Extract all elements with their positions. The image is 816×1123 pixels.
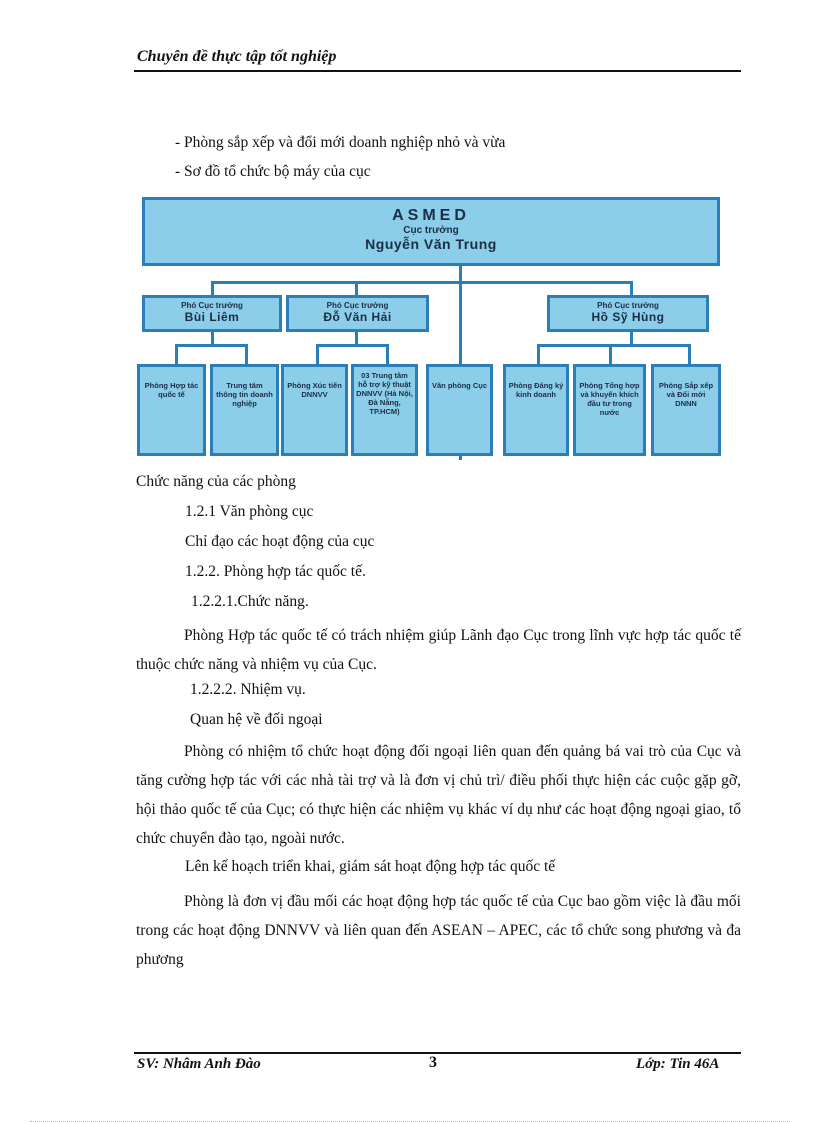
header-rule: [134, 70, 741, 72]
deputy-box-3: [547, 295, 709, 332]
deputy-role: Phó Cục trưởng: [326, 301, 389, 310]
unit-box-4: 03 Trung tâm hỗ trợ kỹ thuật DNNVV (Hà Nội, Đà Nẵng, TP.HCM): [351, 364, 418, 456]
subsection-1-2-1: 1.2.1 Văn phòng cục: [185, 503, 314, 520]
paragraph-focal-point: Phòng là đơn vị đầu mối các hoạt động hợp tác quốc tế của Cục bao gồm việc là đầu mối trong các hoạt động DNNVV và liên quan đến ASEAN – APEC, các tổ chức song phương và đa phương: [136, 893, 741, 968]
paragraph-external-relations: Phòng có nhiệm tổ chức hoạt động đối ngoại liên quan đến quảng bá vai trò của Cục và tăng cường hợp tác với các nhà tài trợ và là đơn vị chủ trì/ điều phối thực hiện các cuộc gặp gỡ, hội thảo quốc tế của Cục; có thực hiện các nhiệm vụ khác ví dụ như các hoạt động ngoại giao, tổ chức chuyển đào tạo, ngoài nước.: [136, 743, 741, 847]
deputy-role: Phó Cục trưởng: [597, 301, 659, 310]
paragraph-function: Phòng Hợp tác quốc tế có trách nhiệm giúp Lãnh đạo Cục trong lĩnh vực hợp tác quốc tế thuộc chức năng và nhiệm vụ của Cục.: [136, 627, 741, 673]
top-person: Nguyễn Văn Trung: [365, 236, 497, 252]
section-heading: Chức năng của các phòng: [136, 473, 296, 490]
connector: [609, 344, 612, 364]
connector: [211, 281, 214, 295]
deputy-person: Bùi Liêm: [184, 310, 240, 324]
body-line: Quan hệ về đối ngoại: [190, 711, 323, 728]
org-chart: [137, 195, 722, 460]
unit-box-6: Phòng Đăng ký kinh doanh: [503, 364, 569, 456]
connector: [355, 281, 358, 295]
connector: [245, 344, 248, 364]
header-title: Chuyên đề thực tập tốt nghiệp: [137, 48, 337, 65]
connector: [630, 281, 633, 295]
subsection-1-2-2: 1.2.2. Phòng hợp tác quốc tế.: [185, 563, 366, 580]
page-number: 3: [429, 1054, 437, 1071]
bottom-dotted-line: [30, 1121, 790, 1122]
footer-student: SV: Nhâm Anh Đào: [137, 1056, 261, 1072]
deputy-bar-connector: [211, 281, 633, 284]
unit-box-8: Phòng Sắp xếp và Đổi mới DNNN: [651, 364, 721, 456]
deputy-box-1: [142, 295, 282, 332]
unit-box-2: Trung tâm thông tin doanh nghiệp: [210, 364, 279, 456]
unit-box-1: Phòng Hợp tác quốc tế: [137, 364, 206, 456]
connector: [630, 331, 633, 346]
top-box-asmed: [142, 197, 720, 266]
top-role: Cục trưởng: [403, 225, 459, 236]
intro-line-1: - Phòng sắp xếp và đổi mới doanh nghiệp nhỏ và vừa: [175, 134, 506, 151]
subsection-1-2-2-2: 1.2.2.2. Nhiệm vụ.: [190, 681, 306, 698]
connector: [175, 344, 178, 364]
org-name: ASMED: [392, 207, 470, 224]
intro-line-2: - Sơ đồ tổ chức bộ máy của cục: [175, 163, 371, 180]
connector: [537, 344, 540, 364]
connector: [386, 344, 389, 364]
unit-box-7: Phòng Tổng hợp và khuyến khích đầu tư trong nước: [573, 364, 646, 456]
connector: [211, 331, 214, 346]
deputy-box-2: [286, 295, 429, 332]
group3-bar: [537, 344, 691, 347]
subsection-1-2-2-1: 1.2.2.1.Chức năng.: [191, 593, 309, 610]
footer-class: Lớp: Tin 46A: [636, 1056, 720, 1072]
deputy-person: Đỗ Văn Hải: [323, 310, 392, 324]
group2-bar: [316, 344, 388, 347]
footer-rule: [134, 1052, 741, 1054]
connector: [688, 344, 691, 364]
deputy-role: Phó Cục trưởng: [181, 301, 243, 310]
unit-box-3: Phòng Xúc tiến DNNVV: [281, 364, 348, 456]
unit-box-5: Văn phòng Cục: [426, 364, 493, 456]
connector: [316, 344, 319, 364]
deputy-person: Hồ Sỹ Hùng: [591, 310, 665, 324]
connector: [355, 331, 358, 346]
body-line: Lên kế hoạch triển khai, giám sát hoạt động hợp tác quốc tế: [185, 858, 556, 875]
body-line: Chỉ đạo các hoạt động của cục: [185, 533, 375, 550]
